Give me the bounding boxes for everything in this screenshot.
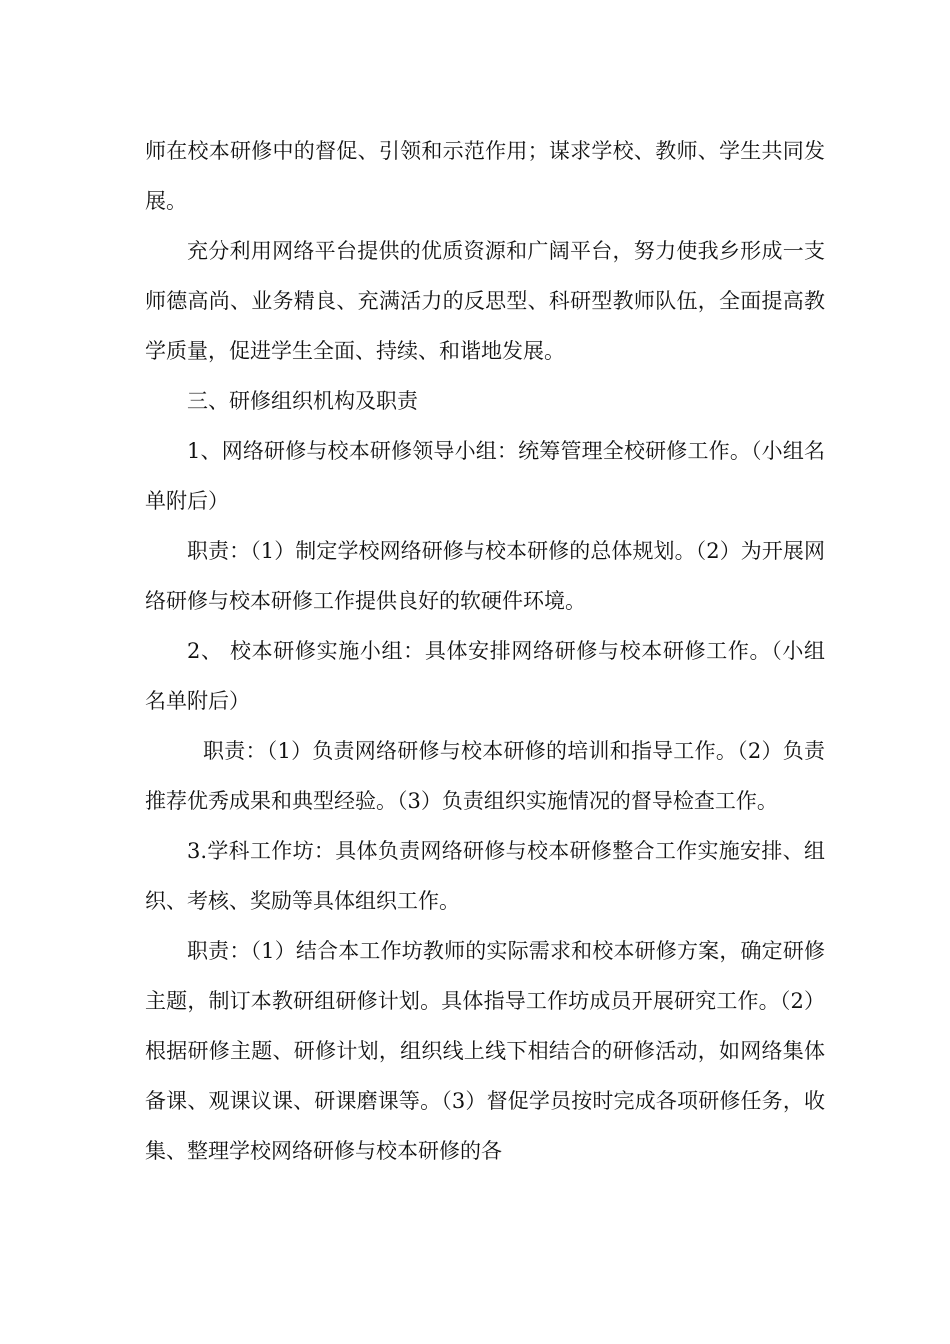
paragraph-workshop-duties: 职责：（1）结合本工作坊教师的实际需求和校本研修方案，确定研修主题，制订本教研组研修计划。具体指导工作坊成员开展研究工作。（2）根据研修主题、研修计划，组织线上线下相结合的研修活动，如网络集体备课、观课议课、研课磨课等。（3）督促学员按时完成各项研修任务，收集、整理学校网络研修与校本研修的各 [145, 939, 825, 1163]
paragraph-continued: 师在校本研修中的督促、引领和示范作用；谋求学校、教师、学生共同发展。 [145, 139, 825, 213]
document-body [145, 126, 825, 1176]
paragraph-implementation-group: 2、 校本研修实施小组：具体安排网络研修与校本研修工作。（小组名单附后） [145, 639, 825, 713]
paragraph-implementation-group-duties: 职责：（1）负责网络研修与校本研修的培训和指导工作。（2）负责推荐优秀成果和典型经验。（3）负责组织实施情况的督导检查工作。 [145, 739, 825, 813]
section-heading: 三、研修组织机构及职责 [187, 389, 418, 413]
paragraph-leading-group-duties: 职责：（1）制定学校网络研修与校本研修的总体规划。（2）为开展网络研修与校本研修工作提供良好的软硬件环境。 [145, 539, 825, 613]
paragraph-workshop: 3.学科工作坊：具体负责网络研修与校本研修整合工作实施安排、组织、考核、奖励等具体组织工作。 [145, 839, 825, 913]
paragraph-goal: 充分利用网络平台提供的优质资源和广阔平台，努力使我乡形成一支师德高尚、业务精良、充满活力的反思型、科研型教师队伍，全面提高教学质量，促进学生全面、持续、和谐地发展。 [145, 239, 825, 363]
paragraph-leading-group: 1、网络研修与校本研修领导小组：统筹管理全校研修工作。（小组名单附后） [145, 439, 825, 513]
